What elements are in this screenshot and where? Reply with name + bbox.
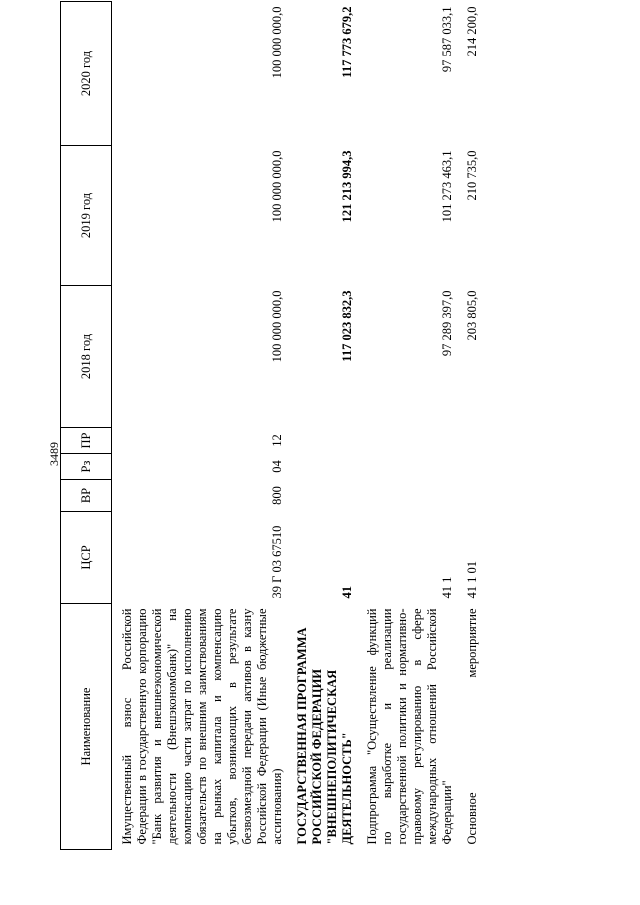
header-rz: Рз [61,454,112,480]
row-pr [457,428,482,454]
row-2018: 100 000 000,0 [270,290,284,363]
row-2020: 214 200,0 [465,6,479,57]
row-csr: 41 [340,586,354,599]
row-rz [287,454,357,480]
row-csr: 41 1 [440,576,454,599]
header-vr: ВР [61,480,112,512]
table-row [457,2,482,850]
budget-table [60,1,482,850]
row-rz [457,454,482,480]
budget-table-sheet [60,2,607,850]
row-2019: 101 273 463,1 [440,150,454,223]
header-pr: ПР [61,428,112,454]
table-row [357,2,457,850]
row-csr: 39 Г 03 67510 [270,525,284,599]
row-vr [357,480,457,512]
table-header-row [61,2,112,850]
row-2018: 203 805,0 [465,290,479,341]
header-2020: 2020 год [61,2,112,146]
row-rz: 04 [270,460,284,473]
table-row [112,2,288,850]
row-vr [457,480,482,512]
header-2018: 2018 год [61,286,112,428]
page-number: 3489 [47,442,61,466]
row-2018: 117 023 832,3 [340,290,354,362]
header-name: Наименование [61,604,112,850]
row-2020: 117 773 679,2 [340,6,354,78]
row-rz [357,454,457,480]
row-2019: 210 735,0 [465,150,479,201]
row-name: Основное мероприятие [465,608,479,845]
row-name: Имущественный взнос Российской Федерации в государственную корпорацию "Банк развития и внешнеэкономической деятельности (Внешэкономбанк)" на компенсацию части затрат по исполнению обязательств по внешним заимствованиям на рынках капитала и компенсацию убытков, возникающих в результате безвозмездной передачи активов в казну Российской Федерации (Иные бюджетные ассигнования) [120,608,284,845]
row-pr [287,428,357,454]
row-csr: 41 1 01 [465,561,479,599]
header-csr: ЦСР [61,512,112,604]
row-name: Подпрограмма "Осуществление функций по выработке и реализации государственной политики и нормативно-правовому регулированию в сфере международных отношений Российской Федерации" [365,608,454,845]
table-row [287,2,357,850]
row-2020: 100 000 000,0 [270,6,284,79]
row-vr [287,480,357,512]
row-pr [357,428,457,454]
row-2020: 97 587 033,1 [440,6,454,73]
row-name: ГОСУДАРСТВЕННАЯ ПРОГРАММА РОССИЙСКОЙ ФЕДЕРАЦИИ "ВНЕШНЕПОЛИТИЧЕСКАЯ ДЕЯТЕЛЬНОСТЬ" [295,627,354,845]
row-pr: 12 [270,434,284,447]
header-2019: 2019 год [61,146,112,286]
row-2019: 121 213 994,3 [340,150,354,223]
row-2018: 97 289 397,0 [440,290,454,357]
row-2019: 100 000 000,0 [270,150,284,223]
row-vr: 800 [270,486,284,505]
